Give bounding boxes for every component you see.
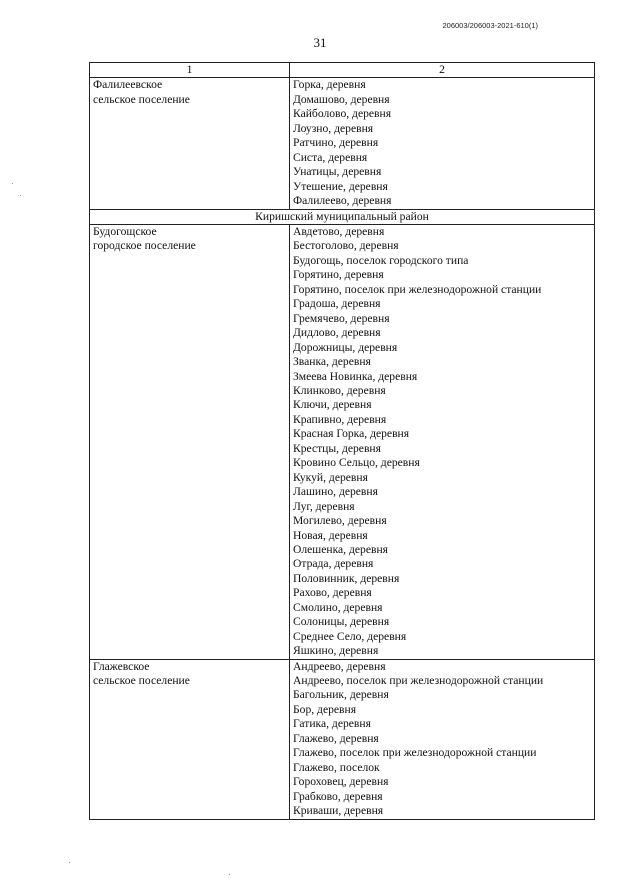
settlement-name: Грабково, деревня — [293, 789, 383, 803]
settlement-name: Крапивно, деревня — [293, 412, 387, 426]
settlement-name: Лашино, деревня — [293, 485, 378, 499]
settlement-name: Глажево, поселок — [293, 760, 380, 774]
settlement-name: Дорожницы, деревня — [293, 340, 398, 354]
municipality-name-line: городское поселение — [93, 239, 196, 253]
column-header-1: 1 — [90, 63, 290, 78]
municipality-name-line: Глажевское — [93, 659, 150, 673]
table-row — [90, 659, 595, 819]
settlement-name: Яшкино, деревня — [293, 644, 379, 658]
settlement-name: Глажево, деревня — [293, 731, 379, 745]
settlement-name: Утешение, деревня — [293, 179, 388, 193]
settlement-name: Солоницы, деревня — [293, 615, 390, 629]
document-id: 206003/206003-2021-610(1) — [442, 21, 538, 30]
settlement-name: Градоша, деревня — [293, 297, 381, 311]
settlement-name: Олешенка, деревня — [293, 542, 388, 556]
settlement-name: Крестцы, деревня — [293, 441, 381, 455]
settlement-name: Авдетово, деревня — [293, 224, 385, 238]
table-header-row — [90, 63, 595, 78]
settlement-name: Андреево, деревня — [293, 659, 386, 673]
municipality-name-line: Будогощское — [93, 224, 157, 238]
municipality-cell — [90, 224, 290, 659]
settlement-name: Горятино, деревня — [293, 268, 384, 282]
table-row — [90, 78, 595, 209]
settlement-name: Кайболово, деревня — [293, 107, 392, 121]
settlement-name: Андреево, поселок при железнодорожной станции — [293, 674, 544, 688]
settlements-cell — [290, 78, 595, 209]
municipality-name-line: сельское поселение — [93, 92, 190, 106]
settlement-name: Клинково, деревня — [293, 383, 386, 397]
settlement-name: Кукуй, деревня — [293, 470, 368, 484]
settlement-name: Гатика, деревня — [293, 717, 371, 731]
settlement-name: Смолино, деревня — [293, 600, 383, 614]
municipality-cell — [90, 659, 290, 819]
settlement-name: Могилево, деревня — [293, 514, 387, 528]
settlement-name: Дидлово, деревня — [293, 326, 381, 340]
scan-speck — [229, 874, 230, 875]
settlement-name: Гремячево, деревня — [293, 311, 390, 325]
scan-speck — [12, 183, 13, 184]
settlement-name: Криваши, деревня — [293, 804, 384, 818]
settlement-name: Новая, деревня — [293, 528, 368, 542]
settlement-name: Половинник, деревня — [293, 571, 400, 585]
settlements-cell — [290, 224, 595, 659]
settlement-name: Будогощь, поселок городского типа — [293, 253, 469, 267]
municipality-name-line: сельское поселение — [93, 674, 190, 688]
settlement-name: Среднее Село, деревня — [293, 629, 407, 643]
scan-speck — [69, 862, 70, 863]
column-header-2: 2 — [290, 63, 595, 78]
settlement-name: Гороховец, деревня — [293, 775, 389, 789]
settlement-name: Глажево, поселок при железнодорожной станции — [293, 746, 537, 760]
settlement-name: Систа, деревня — [293, 150, 368, 164]
municipality-cell — [90, 78, 290, 209]
settlement-name: Горка, деревня — [293, 78, 366, 92]
settlement-name: Рахово, деревня — [293, 586, 372, 600]
settlement-name: Домашово, деревня — [293, 92, 390, 106]
settlements-table — [89, 62, 595, 820]
settlements-cell — [290, 659, 595, 819]
settlement-name: Ратчино, деревня — [293, 136, 379, 150]
settlement-name: Фалилеево, деревня — [293, 194, 392, 208]
settlement-name: Кровино Сельцо, деревня — [293, 456, 420, 470]
settlement-name: Красная Горка, деревня — [293, 427, 410, 441]
page-number: 31 — [313, 35, 327, 50]
settlement-name: Лоузно, деревня — [293, 121, 374, 135]
settlement-name: Горятино, поселок при железнодорожной станции — [293, 282, 542, 296]
settlement-name: Бор, деревня — [293, 702, 357, 716]
settlement-name: Отрада, деревня — [293, 557, 374, 571]
settlement-name: Луг, деревня — [293, 499, 355, 513]
scan-speck — [20, 195, 21, 196]
district-heading-row — [90, 209, 595, 224]
table-row — [90, 224, 595, 659]
municipality-name-line: Фалилеевское — [93, 78, 163, 92]
district-heading: Киришский муниципальный район — [90, 209, 595, 224]
settlement-name: Ключи, деревня — [293, 398, 372, 412]
settlement-name: Званка, деревня — [293, 355, 371, 369]
settlement-name: Змеева Новинка, деревня — [293, 369, 418, 383]
settlement-name: Унатицы, деревня — [293, 165, 382, 179]
settlement-name: Бестоголово, деревня — [293, 239, 399, 253]
settlement-name: Багольник, деревня — [293, 688, 389, 702]
